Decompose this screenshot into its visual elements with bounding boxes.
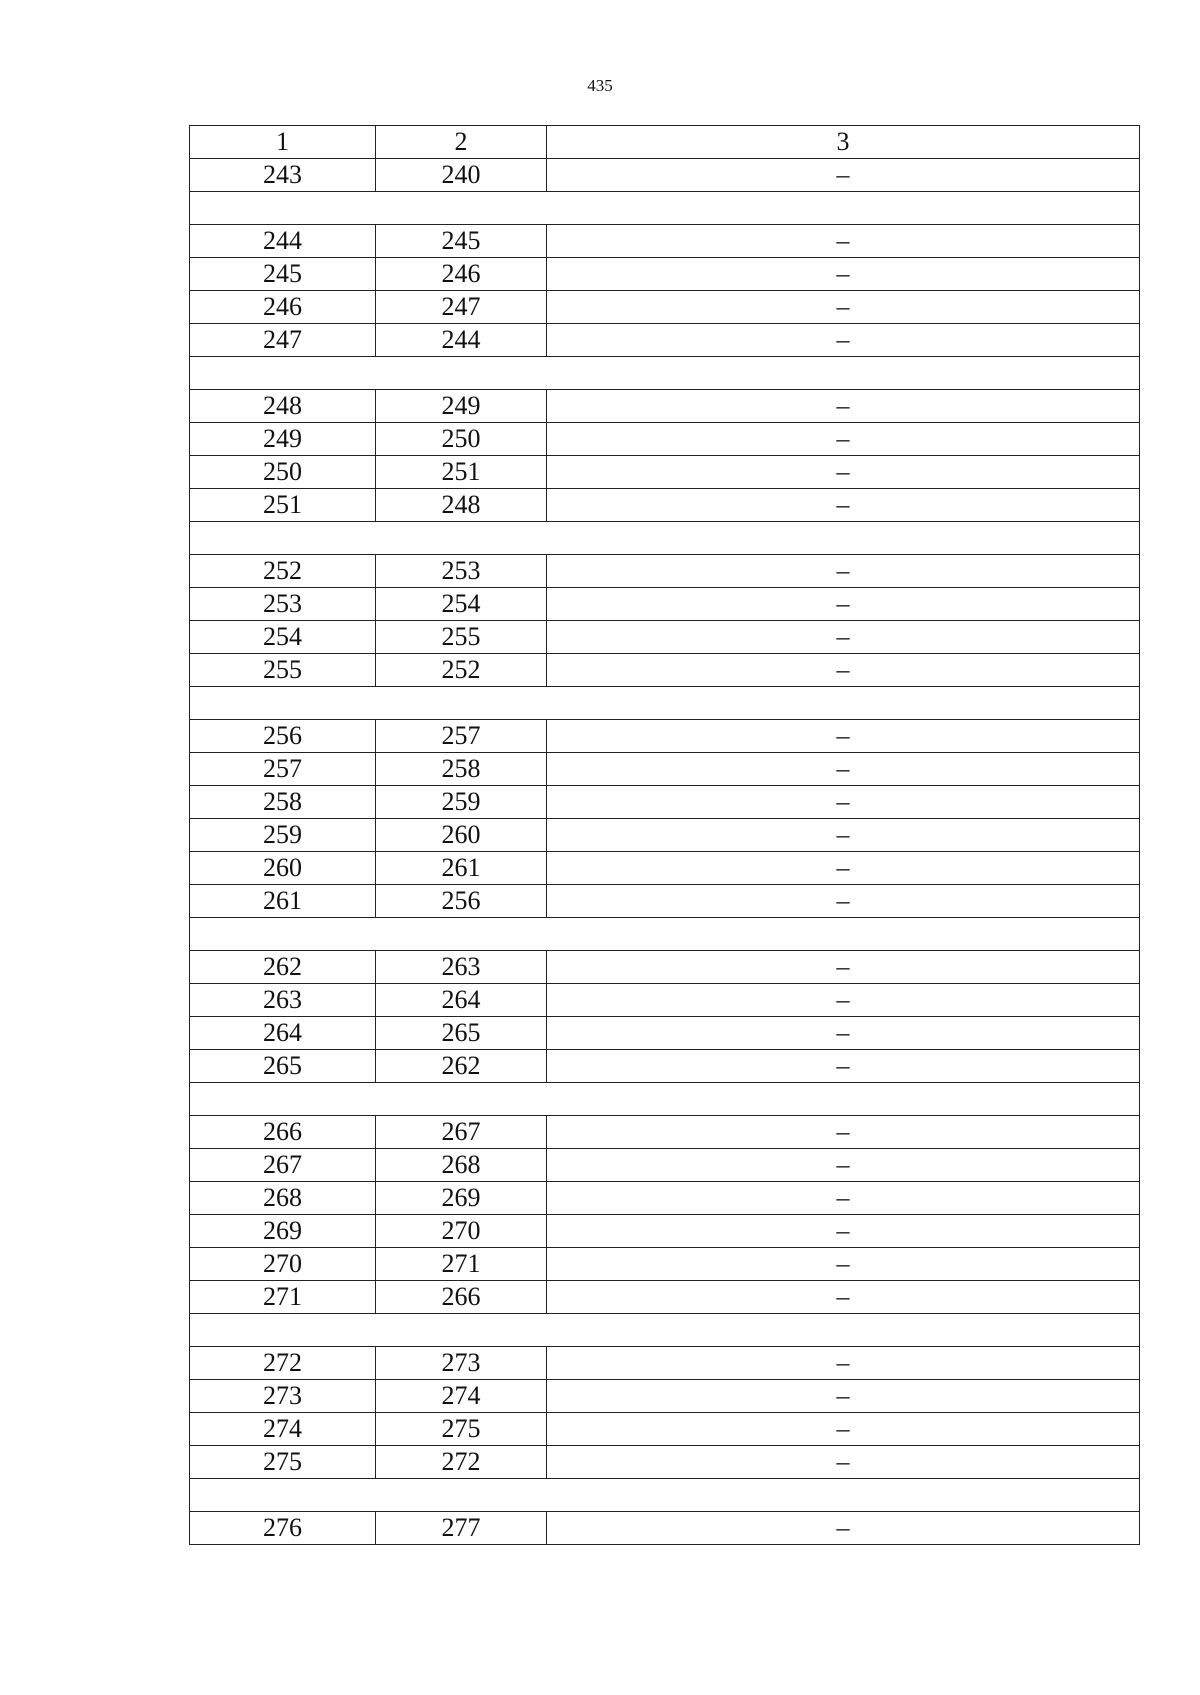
separator-cell <box>190 192 1140 225</box>
cell-col-1: 273 <box>190 1380 376 1413</box>
cell-col-3: – <box>547 1248 1140 1281</box>
separator-cell <box>190 1479 1140 1512</box>
cell-col-1: 244 <box>190 225 376 258</box>
separator-cell <box>190 1083 1140 1116</box>
table-row <box>190 984 1140 1017</box>
table-row <box>190 225 1140 258</box>
cell-col-3: – <box>547 489 1140 522</box>
table-row <box>190 489 1140 522</box>
table-row <box>190 1512 1140 1545</box>
table-row <box>190 555 1140 588</box>
cell-col-1: 256 <box>190 720 376 753</box>
cell-col-1: 251 <box>190 489 376 522</box>
table-row <box>190 1017 1140 1050</box>
table-row <box>190 1248 1140 1281</box>
cell-col-2: 248 <box>376 489 547 522</box>
cell-col-3: – <box>547 852 1140 885</box>
cell-col-2: 269 <box>376 1182 547 1215</box>
cell-col-2: 270 <box>376 1215 547 1248</box>
cell-col-3: – <box>547 291 1140 324</box>
cell-col-3: – <box>547 654 1140 687</box>
cell-col-1: 269 <box>190 1215 376 1248</box>
cell-col-1: 274 <box>190 1413 376 1446</box>
table-row <box>190 291 1140 324</box>
table-row <box>190 753 1140 786</box>
cell-col-1: 267 <box>190 1149 376 1182</box>
cell-col-2: 267 <box>376 1116 547 1149</box>
table-row <box>190 951 1140 984</box>
cell-col-1: 248 <box>190 390 376 423</box>
cell-col-2: 275 <box>376 1413 547 1446</box>
table-row <box>190 258 1140 291</box>
cell-col-3: – <box>547 1017 1140 1050</box>
cell-col-2: 274 <box>376 1380 547 1413</box>
table-row <box>190 852 1140 885</box>
cell-col-1: 260 <box>190 852 376 885</box>
cell-col-3: – <box>547 159 1140 192</box>
cell-col-2: 268 <box>376 1149 547 1182</box>
table-row <box>190 1116 1140 1149</box>
cell-col-3: – <box>547 1215 1140 1248</box>
cell-col-3: – <box>547 1380 1140 1413</box>
table-row <box>190 1446 1140 1479</box>
cell-col-2: 272 <box>376 1446 547 1479</box>
cell-col-3: – <box>547 885 1140 918</box>
separator-row <box>190 687 1140 720</box>
table-row <box>190 1380 1140 1413</box>
cell-col-2: 273 <box>376 1347 547 1380</box>
cell-col-3: – <box>547 456 1140 489</box>
cell-col-2: 266 <box>376 1281 547 1314</box>
cell-col-2: 277 <box>376 1512 547 1545</box>
cell-col-3: – <box>547 423 1140 456</box>
cell-col-2: 245 <box>376 225 547 258</box>
cell-col-1: 263 <box>190 984 376 1017</box>
table-row <box>190 159 1140 192</box>
table-row <box>190 885 1140 918</box>
cell-col-3: – <box>547 1413 1140 1446</box>
cell-col-2: 261 <box>376 852 547 885</box>
table-row <box>190 1281 1140 1314</box>
cell-col-1: 268 <box>190 1182 376 1215</box>
cell-col-3: – <box>547 1116 1140 1149</box>
table-row <box>190 588 1140 621</box>
table-row <box>190 1215 1140 1248</box>
separator-cell <box>190 687 1140 720</box>
page-number: 435 <box>587 76 613 95</box>
cell-col-2: 263 <box>376 951 547 984</box>
cell-col-1: 261 <box>190 885 376 918</box>
cell-col-2: 244 <box>376 324 547 357</box>
separator-row <box>190 1479 1140 1512</box>
cell-col-1: 272 <box>190 1347 376 1380</box>
table-body <box>190 126 1140 1545</box>
cell-col-2: 246 <box>376 258 547 291</box>
cell-col-2: 265 <box>376 1017 547 1050</box>
cell-col-2: 254 <box>376 588 547 621</box>
cell-col-2: 255 <box>376 621 547 654</box>
table-row <box>190 423 1140 456</box>
cell-col-1: 253 <box>190 588 376 621</box>
cell-col-2: 260 <box>376 819 547 852</box>
table-row <box>190 1050 1140 1083</box>
table-row <box>190 1413 1140 1446</box>
cell-col-1: 254 <box>190 621 376 654</box>
cell-col-1: 255 <box>190 654 376 687</box>
separator-cell <box>190 918 1140 951</box>
table-row <box>190 654 1140 687</box>
table-row <box>190 1347 1140 1380</box>
cell-col-1: 258 <box>190 786 376 819</box>
table-row <box>190 390 1140 423</box>
cell-col-2: 253 <box>376 555 547 588</box>
cell-col-1: 257 <box>190 753 376 786</box>
cell-col-2: 259 <box>376 786 547 819</box>
cell-col-3: – <box>547 225 1140 258</box>
table-header-row <box>190 126 1140 159</box>
cell-col-3: – <box>547 555 1140 588</box>
separator-row <box>190 1314 1140 1347</box>
cell-col-3: – <box>547 258 1140 291</box>
table-row <box>190 1149 1140 1182</box>
cell-col-1: 270 <box>190 1248 376 1281</box>
cell-col-1: 262 <box>190 951 376 984</box>
cell-col-3: – <box>547 786 1140 819</box>
cell-col-3: – <box>547 1347 1140 1380</box>
cell-col-3: – <box>547 1446 1140 1479</box>
cell-col-2: 256 <box>376 885 547 918</box>
separator-cell <box>190 522 1140 555</box>
cell-col-2: 240 <box>376 159 547 192</box>
table-row <box>190 324 1140 357</box>
cell-col-3: – <box>547 819 1140 852</box>
cell-col-1: 249 <box>190 423 376 456</box>
cell-col-2: 247 <box>376 291 547 324</box>
cell-col-3: – <box>547 621 1140 654</box>
cell-col-3: – <box>547 1512 1140 1545</box>
column-header-2: 2 <box>376 126 547 159</box>
cell-col-3: – <box>547 1050 1140 1083</box>
separator-row <box>190 918 1140 951</box>
column-header-1: 1 <box>190 126 376 159</box>
cell-col-3: – <box>547 1182 1140 1215</box>
cell-col-1: 247 <box>190 324 376 357</box>
table-row <box>190 621 1140 654</box>
cell-col-2: 262 <box>376 1050 547 1083</box>
cell-col-2: 251 <box>376 456 547 489</box>
cell-col-1: 252 <box>190 555 376 588</box>
cell-col-2: 264 <box>376 984 547 1017</box>
cell-col-3: – <box>547 390 1140 423</box>
cell-col-2: 271 <box>376 1248 547 1281</box>
cell-col-1: 245 <box>190 258 376 291</box>
cell-col-3: – <box>547 1281 1140 1314</box>
cell-col-1: 276 <box>190 1512 376 1545</box>
cell-col-3: – <box>547 753 1140 786</box>
cell-col-3: – <box>547 324 1140 357</box>
cell-col-3: – <box>547 951 1140 984</box>
cell-col-1: 266 <box>190 1116 376 1149</box>
cell-col-2: 249 <box>376 390 547 423</box>
table-row <box>190 456 1140 489</box>
separator-row <box>190 357 1140 390</box>
cell-col-3: – <box>547 720 1140 753</box>
separator-cell <box>190 1314 1140 1347</box>
cell-col-3: – <box>547 588 1140 621</box>
cell-col-2: 258 <box>376 753 547 786</box>
cell-col-1: 250 <box>190 456 376 489</box>
separator-row <box>190 1083 1140 1116</box>
table-row <box>190 720 1140 753</box>
cell-col-3: – <box>547 984 1140 1017</box>
cell-col-2: 257 <box>376 720 547 753</box>
cell-col-2: 252 <box>376 654 547 687</box>
cell-col-1: 271 <box>190 1281 376 1314</box>
cell-col-3: – <box>547 1149 1140 1182</box>
cell-col-1: 243 <box>190 159 376 192</box>
table-row <box>190 786 1140 819</box>
cell-col-1: 275 <box>190 1446 376 1479</box>
column-header-3: 3 <box>547 126 1140 159</box>
cell-col-1: 265 <box>190 1050 376 1083</box>
table-row <box>190 819 1140 852</box>
separator-row <box>190 192 1140 225</box>
cell-col-1: 246 <box>190 291 376 324</box>
separator-row <box>190 522 1140 555</box>
cell-col-1: 259 <box>190 819 376 852</box>
cell-col-1: 264 <box>190 1017 376 1050</box>
table-row <box>190 1182 1140 1215</box>
data-table <box>189 125 1140 1545</box>
separator-cell <box>190 357 1140 390</box>
cell-col-2: 250 <box>376 423 547 456</box>
